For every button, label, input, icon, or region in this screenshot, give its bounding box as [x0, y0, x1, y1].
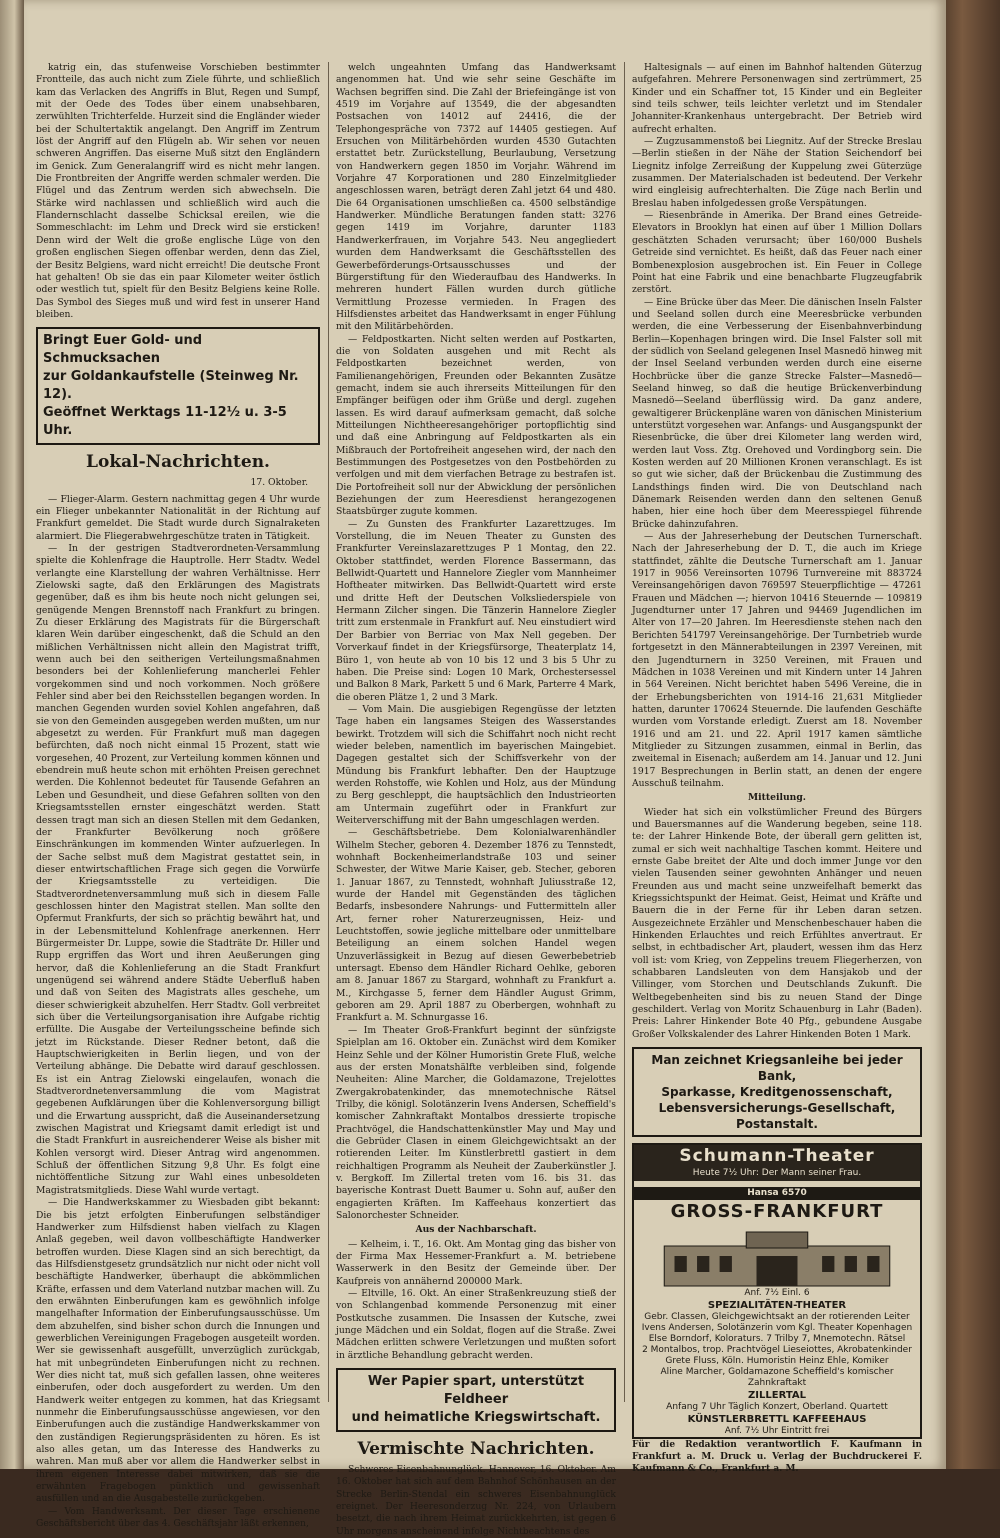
theater-ad: [632, 1143, 922, 1438]
act-line: Gebr. Classen, Gleichgewichtsakt an der rotierenden Leiter: [644, 1311, 910, 1322]
ad-line: Sparkasse, Kreditgenossenschaft, Lebensversicherungs-Gesellschaft, Postanstalt.: [658, 1085, 896, 1132]
article-text: Wieder hat sich ein volkstümlicher Freund des Bürgers und Bauersmannes auf die Wanderung begeben, seine 118. te: der Lahrer Hinkende Bote, der überall gern gelitten ist, zumal er sich weit nachhaltige Taschen kommt. Heitere und ernste Gabe breitet der Alte und doch immer Junge vor den vielen Tausenden seiner gewohnten Anhänger und neuen Freunden aus und macht seine unzweifelhaft bemerkt das Kriegssichtspunkt der Heimat. Geist, Heimat und Kräfte und Bauern die in der Ferne für ihr Leben daran setzen. Ausgezeichnete Erzähler und Menschenbeschauer haben die Hinkenden Erlauchtes und reich Erfühltes anvertraut. Er selbst, in echtbadischer Art, plaudert, wessen ihm das Herz voll ist: vom Krieg, von Zeppelins treuem Fliegerherzen, von schabbaren Landsleuten von dem Hansjakob und der Villinger, vom Storchen und Deutschlands Zukunft. Die Weltbegebenheiten sind bis zu neuen Stand der Dinge geschildert. Verlag von Moritz Schauenburg in Lahr (Baden). Preis: Lahrer Hinkender Bote 40 Pfg., gebundene Ausgabe Großer Volkskalender des Lahrer Hinkenden Boten 1 Mark.: [632, 806, 922, 1040]
article-text: — Im Theater Groß-Frankfurt beginnt der sünfzigste Spielplan am 16. Oktober ein. Zunächst wird dem Komiker Heinz Sehle und der Kölner Humoristin Grete Fluß, welche aus der ersten Monatshälfte verbleiben sind, folgende Neuheiten: Aline Marcher, die Goldamazone, Trejelottes Zwergakrobatenkinder, das mnemotechnische Rätsel Trilby, die königl. Solotänzerin Ivens Andersen, Scheffield's komischer Zahnkraftakt Montalbos dressierte tropische Prachtvögel, die Handschattenkünstler May und May und die Gebrüder Clasen in einem Gleichgewichtsakt an der rotierenden Leiter. Im Künstlerbrettl gastiert in dem reichhaltigen Programm als Neuheit der Zauberkünstler J. v. Bergkoff. Im Zillertal treten vom 16. bis 31. das bayerische Kontrast Duett Baumer u. Sohn auf, außer den engagierten Kräften. Im Kaffeehaus konzertiert das Salonorchester Schneider.: [336, 1024, 616, 1221]
article-text: — Vom Main. Die ausgiebigen Regengüsse der letzten Tage haben ein langsames Steigen des Wasserstandes bewirkt. Trotzdem will sich die Schiffahrt noch nicht recht wieder beleben, namentlich im bayerischen Maingebiet. Dagegen gestaltet sich der Schiffsverkehr von der Mündung bis Frankfurt lebhafter. Den der Hauptzuge werden Rohstoffe, wie Kohlen und Holz, aus der Mündung zu Berg geschleppt, die hauptsächlich den Industrieorten am Untermain zugeführt oder in Frankfurt zur Weiterverschiffung mit der Bahn umgeschlagen werden.: [336, 703, 616, 826]
article-text: katrig ein, das stufenweise Vorschieben bestimmter Frontteile, das auch nicht zum Ziele führte, und schließlich kam das Verlacken des Angriffs in Blut, Regen und Sumpf, mit der Oede des Todes über einem unabsehbaren, zerwühlten Trichterfelde. Hurzeit sind die Engländer wieder bei der Schultertaktik angelangt. Den Angriff im Zentrum löst der Angriff auf den Flügeln ab. Wir sehen vor neuen schweren Angriffen. Das eiserne Muß sitzt den Engländern im Genick. Zum Generalangriff wird es nicht mehr langen. Die Frontbreiten der Angriffe werden schmaler werden. Die Flügel und das Zentrum werden sich abwechseln. Die Stärke wird nachlassen und schließlich wird auch die Flandernschlacht dasselbe Schicksal ereilen, wie die Sommeschlacht: im Lehm und Dreck wird sie ersticken! Denn wird der Welt die große englische Lüge von den großen englischen Siegen offenbar werden, denn das Ziel, der Besitz Belgiens, ward nicht erreicht! Die deutsche Front hat gehalten! Ob sie das ein paar Kilometer weiter östlich oder westlich tut, spielt für den Besitz Belgiens keine Rolle. Das Symbol des Sieges muß und wird fest in unserer Hand bleiben.: [36, 62, 320, 320]
article-text: — Zugzusammenstoß bei Liegnitz. Auf der Strecke Breslau—Berlin stießen in der Nähe der Station Seichendorf bei Liegnitz infolge Zerreißung der Kuppelung zwei Güterzüge zusammen. Der Materialschaden ist bedeutend. Der Verkehr wird eingleisig aufrechterhalten. Die Züge nach Berlin und Breslau haben infolgedessen große Verspätungen.: [632, 136, 922, 209]
section-heading: Lokal-Nachrichten.: [86, 452, 270, 473]
article-text: — Riesenbrände in Amerika. Der Brand eines Getreide-Elevators in Brooklyn hat einen auf über 1 Million Dollars geschätzten Schaden verursacht; über 160/000 Bushels Getreide sind vernichtet. Es heißt, daß das Feuer nach einer Bombenexplosion ausgebrochen ist. Ein Feuer in College Point hat eine Fabrik und eine benachbarte Flugzeugfabrik zerstört.: [632, 210, 922, 296]
kuenstlerbrettl-info: Anf. 7½ Uhr Eintritt frei: [724, 1425, 830, 1436]
schumann-theater-program: Heute 7½ Uhr: Der Mann seiner Frau.: [634, 1167, 920, 1181]
column-rule: [328, 62, 329, 1402]
act-line: Grete Fluss, Köln. Humoristin Heinz Ehle, Komiker: [665, 1355, 889, 1366]
zillertal-title: ZILLERTAL: [748, 1389, 806, 1401]
show-times: Anf. 7½ Einl. 6: [744, 1287, 810, 1298]
article-text: — Eltville, 16. Okt. An einer Straßenkreuzung stieß der von Schlangenbad kommende Personenzug mit einer Postkutsche zusammen. Die Insassen der Kutsche, zwei junge Mädchen und ein Soldat, flogen auf die Straße. Zwei Mädchen erlitten schwere Verletzungen und mußten sofort in ärztliche Behandlung gebracht werden.: [336, 1288, 616, 1361]
article-text: — Eine Brücke über das Meer. Die dänischen Inseln Falster und Seeland sollen durch eine Meeresbrücke verbunden werden, die eine Verbesserung der Eisenbahnverbindung Berlin—Kopenhagen bringen wird. Die Insel Falster soll mit der südlich von Seeland gelegenen Insel Masnedö hinweg mit der Insel Seeland verbunden werden durch eine eiserne Hochbrücke über die ganze Strecke Falster—Masnedö—Seeland hinweg, so daß die heutige Brückenverbindung Masnedö—Seeland überflüssig wird. Da ganz andere, gewaltigerer Brückenpläne waren von dänischen Ministerium unterstützt vorgesehen war. Anfangs- und Ausgangspunkt der Riesenbrücke, die über drei Kilometer lang werden wird, werden laut Voss. Ztg. Orehoved und Vordingborg sein. Die Kosten werden auf 20 Millionen Kronen veranschlagt. Es ist so gut wie sicher, daß der Brückenbau die Zustimmung des Landsthings finden wird. Die von Deutschland nach Dänemark Reisenden werden dann den seltenen Genuß haben, hier eine hoch über dem Meeresspiegel führende Brücke dahinzufahren.: [632, 296, 923, 530]
dateline: 17. Oktober.: [250, 477, 308, 489]
ad-line: Geöffnet Werktags 11-12½ u. 3-5 Uhr.: [43, 405, 287, 439]
gold-collection-ad: [36, 327, 320, 445]
ad-line: Man zeichnet Kriegsanleihe bei jeder Bank,: [651, 1053, 903, 1084]
article-text: — Die Handwerkskammer zu Wiesbaden gibt bekannt: Die bis jetzt erfolgten Einberufungen selbständiger Handwerker zum Hilfsdienst haben vielfach zu Klagen Anlaß gegeben, weil davon vollbeschäftigte Handwerker betroffen wurden. Diese Klagen sind an sich berechtigt, da das Hilfsdienstgesetz grundsätzlich nur nicht oder nicht voll beschäftigte Handwerker, überhaupt die abkömmlichen Kräfte, erfassen und dem Vaterland nutzbar machen will. Zu den erwähnten Einberufungen kam es gewöhnlich infolge mangelhafter Information der Einberufungsausschüsse. Um dem abzuhelfen, sind bisher schon durch die Innungen und gewerblichen Vereinigungen Fragebogen ausgeteilt worden. Wer sie gewissenhaft ausgefüllt, unverzüglich zurückgab, hat mit unbegründeten Einberufungen nicht zu rechnen. Wer dies nicht tat, muß sich gefallen lassen, ohne weiteres einberufen, oder doch ausgefordert zu werden. Um den Handwerk weiter entgegen zu kommen, hat das Kriegsamt nunmehr die Einberufungsausschüsse angewiesen, vor den Einberufungen auch die zuständige Handwerkskammer von den zuständigen Regierungspräsidenten zu hören. Es ist also alles getan, um das Interesse des Handwerks zu wahren. Man muß aber vor allem die Handwerker selbst in ihrem eigenen Interesse dabei mitwirken, daß sie die erwähnten Fragebogen pünktlich und gewissenhaft ausfüllen und an die Ausgabestelle zurückgeben.: [36, 1197, 320, 1505]
paper-saving-ad: [336, 1368, 616, 1432]
subsection-heading: Mitteilung.: [748, 792, 806, 804]
article-text: — Kelheim, i. T., 16. Okt. Am Montag ging das bisher von der Firma Max Hessemer-Frankfurt a. M. betriebene Wasserwerk in den Besitz der Gemeinde über. Der Kaufpreis von annähernd 200000 Mark.: [336, 1238, 616, 1287]
column-1: [36, 62, 320, 1530]
venue-kind: SPEZIALITÄTEN-THEATER: [707, 1299, 847, 1311]
act-line: 2 Montalbos, trop. Prachtvögel Lieseiottes, Akrobatenkinder: [642, 1344, 912, 1355]
article-text: — Vom Handwerksamt. Der dieser Tage erschienene Geschäftsbericht über das 4. Geschäftsjahr läßt erkennen,: [36, 1505, 320, 1530]
ad-line: Bringt Euer Gold- und Schmucksachen: [43, 333, 203, 367]
article-text: — Flieger-Alarm. Gestern nachmittag gegen 4 Uhr wurde ein Flieger unbekannter Nationalität in der Richtung auf Frankfurt gemeldet. Die Stadt wurde durch Signalraketen alarmiert. Die Fliegerabwehrgeschütze traten in Tätigkeit.: [36, 493, 320, 542]
subsection-heading: Aus der Nachbarschaft.: [415, 1224, 537, 1236]
act-line: Else Borndorf, Koloraturs. 7 Trilby 7, Mnemotechn. Rätsel: [648, 1333, 906, 1344]
ad-line: Wer Papier spart, unterstützt Feldheer: [367, 1374, 585, 1408]
article-text: — Zu Gunsten des Frankfurter Lazarettzuges. Im Vorstellung, die im Neuen Theater zu Gunsten des Frankfurter Vereinslazarettzuges P 1 Montag, den 22. Oktober stattfindet, werden Florence Bassermann, das Bellwidt-Quartett und Hannelore Ziegler vom Mannheimer Hoftheater mitwirken. Das Bellwidt-Quartett wird erste und dritte Heft der Deutschen Volksliederspiele von Hermann Zilcher singen. Die Tänzerin Hannelore Ziegler tritt zum erstenmale in Frankfurt auf. Neu einstudiert wird Der Barbier von Berriac von Max Nell gegeben. Der Vorverkauf findet in der Kriegsfürsorge, Theaterplatz 14, Büro 1, von heute ab von 10 bis 12 und 3 bis 5 Uhr zu haben. Die Preise sind: Logen 10 Mark, Orchestersessel und Balkon 8 Mark, Parkett 5 und 6 Mark, Parterre 4 Mark, die oberen Plätze 1, 2 und 3 Mark.: [336, 518, 616, 703]
kuenstlerbrettl-title: KÜNSTLERBRETTL KAFFEEHAUS: [687, 1413, 867, 1425]
theater-building-illustration: [654, 1226, 900, 1286]
schumann-theater-title: Schumann-Theater: [634, 1145, 920, 1167]
article-text: — In der gestrigen Stadtverordneten-Versammlung spielte die Kohlenfrage die Hauptrolle. Herr Stadtv. Wedel verlangte eine Klarstellung der wahren Verhältnisse. Herr Zielowski sagte, daß den Erklärungen des Magistrats gegenüber, daß es ihm bis heute noch nicht gelungen sei, genügende Mengen Brennstoff nach Frankfurt zu bringen. Zu dieser Erklärung des Magistrats für die Bürgerschaft klaren Wein darüber eingeschenkt, daß die Schuld an den mißlichen Verhältnissen nicht allein den Magistrat trifft, wenn auch bei den seitherigen Verteilungsmaßnahmen besonders bei der Kohlenlieferung mancherlei Fehler vorgekommen sind und noch vorkommen. Noch größere Fehler sind aber bei den Reichsstellen begangen worden. In manchen Gegenden wurden soviel Kohlen angefahren, daß sie von den Gemeinden ausgegeben werden mußten, um nur abgesetzt zu werden. Für Frankfurt muß man dagegen befürchten, daß noch nicht einmal 15 Prozent, statt wie vorgesehen, 40 Prozent, zur Verteilung kommen können und ebendrein muß heute schon mit erhöhten Preisen gerechnet werden. Die Kohlennot bedeutet für Tausende Gefahren an Leben und Gesundheit, und diese Gefahren sollten von den Kriegsamtsstellen ernster eingeschätzt werden. Statt dessen tragt man sich an diesen Stellen mit dem Gedanken, der Frankfurter Bevölkerung noch größere Einschränkungen im kommenden Winter aufzuerlegen. In der Sache selbst muß dem Magistrat gestattet sein, in dieser entwirtschaftlichen Frage sich gegen die Vorwürfe der Kriegsamtsstelle zu verteidigen. Die Stadtverordnetenversammlung muß sich in diesem Falle geschlossen hinter den Magistrat stellen. Man sollte den Opfermut Frankfurts, der sich so prächtig bewährt hat, und in der Lebensmittelund Kohlenfrage anerkennen. Herr Bürgermeister Dr. Luppe, sowie die Stadträte Dr. Hiller und Rupp ergriffen das Wort und ihren Aeußerungen ging hervor, daß die Kohlenlieferung an die Stadt Frankfurt ungenügend sei während andere Städte Ueberfluß haben und daß von Seiten des Magistrats alles geschehe, um dieser schwierigkeit abzuhelfen. Herr Stadtv. Goll verbreitet sich über die Verteilungsorganisation ihre Aufgabe richtig erfüllte. Die Ausgabe der Verteilungsscheine befinde sich jetzt im Rückstande. Dieser Redner betont, daß die Hauptschwierigkeiten in Berlin liegen, und von der Verteilung abhänge. Die Debatte wird darauf geschlossen. Es ist ein Antrag Zielowski eingelaufen, wonach die Stadtverordnetenversammlung die vom Magistrat gegebenen Aufklärungen über die Kohlenversorgung billigt und die Erwartung ausspricht, daß die Auseinandersetzung zwischen Magistrat und Kriegsamt damit erledigt ist und die Stadt Frankfurt in ausreichenderer Weise als bisher mit Kohlen versorgt wird. Dieser Antrag wird angenommen. Schluß der öffentlichen Sitzung 9,8 Uhr. Es folgt eine nichtöffentliche Sitzung zur Wahl eines unbesoldeten Magistratsmitglieds. Diese Wahl wurde vertagt.: [36, 542, 320, 1196]
column-2: [336, 62, 616, 1537]
zillertal-info: Anfang 7 Uhr Täglich Konzert, Oberland. Quartett: [666, 1401, 888, 1412]
article-text: Schweres Eisenbahnunglück. Hannover, 16. Oktober. Am 16. Oktober hat sich auf dem Bahnhof Schönhausen an der Strecke Berlin-Stendal ein schweres Eisenbahnunglück ereignet. Der Heeresonderzug Nr. 224, von Urlaubern besetzt, die nach ihrem Heimat zurückkehrten, ist gegen 6 Uhr morgens anscheinend infolge Nichtbeachtens des: [336, 1464, 616, 1537]
article-text: — Aus der Jahreserhebung der Deutschen Turnerschaft. Nach der Jahreserhebung der D. T., die auch im Kriege stattfindet, zählte die Deutsche Turnerschaft am 1. Januar 1917 in 9056 Vereinsorten 10796 Turnvereine mit 883724 Vereinsangehörigen davon 769597 Steuerpflichtige — 47261 Frauen und Mädchen —; hiervon 10416 Steuernde — 109819 Jugendturner unter 17 Jahren und 94469 Jugendlichen im Alter von 17—20 Jahren. Im Heeresdienste stehen nach den Berichten 541797 Vereinsangehörige. Der Turnbetrieb wurde fortgesetzt in den Männerabteilungen in 2397 Vereinen, mit den Jugendturnern in 3250 Vereinen, mit Frauen und Mädchen in 1038 Vereinen und mit Kindern unter 14 Jahren in 564 Vereinen. Nicht berichtet haben 5496 Vereine, die in der Erhebungsberichten von 1914-16 21,631 Mitglieder hatten, darunter 170624 Steuernde. Die laufenden Geschäfte wurden vom Vorstande erledigt. Zuerst am 18. November 1916 und am 21. und 22. April 1917 kamen sämtliche Mitglieder zu Sitzungen zusammen, einmal in Berlin, das zweitemal in Eisenach; außerdem am 14. Januar und 12. Juni 1917 Besprechungen in Berlin statt, an denen der engere Ausschuß teilnahm.: [632, 531, 922, 789]
section-heading: Vermischte Nachrichten.: [357, 1439, 595, 1460]
act-line: Ivens Andersen, Solotänzerin vom Kgl. Theater Kopenhagen: [641, 1322, 913, 1333]
phone-number: Hansa 6570: [634, 1187, 920, 1199]
column-rule: [624, 62, 625, 1402]
article-text: — Feldpostkarten. Nicht selten werden auf Postkarten, die von Soldaten ausgehen und mit Recht als Feldpostkarten bezeichnet werden, von Familienangehörigen, Freunden oder Bekannten Zusätze gemacht, indem sie auch ihrerseits Mitteilungen für den Empfänger beifügen oder ihm Grüße und dergl. zugehen lassen. Es wird darauf aufmerksam gemacht, daß solche Mitteilungen Nichtheeresangehöriger portopflichtig sind und daß eine Anbringung auf Feldpostkarten als ein Mißbrauch der Portofreiheit angesehen wird, der nach den Bestimmungen des Postgesetzes von den Postbehörden zu verfolgen und mit dem vierfachen Betrage zu bestrafen ist. Die Portofreiheit soll nur der Abwicklung der persönlichen Beziehungen der zum Heeresdienst herangezogenen Staatsbürger zugute kommen.: [336, 333, 616, 518]
article-text: welch ungeahnten Umfang das Handwerksamt angenommen hat. Und wie sehr seine Geschäfte im Wachsen begriffen sind. Die Zahl der Briefeingänge ist von 4519 im Vorjahre auf 13549, die der abgesandten Postsachen von 14012 auf 24416, die der Telephongespräche von 7372 auf 14405 gestiegen. Auf Ersuchen von Militärbehörden wurden 4530 Gutachten erstattet betr. Zurückstellung, Beurlaubung, Versetzung von Handwerkern gegen 1850 im Vorjahr. Während im Vorjahre 47 Korporationen und 280 Einzelmitglieder angeschlossen waren, beträgt deren Zahl jetzt 64 und 480. Die 64 Organisationen umschließen ca. 4500 selbständige Handwerker. Mündliche Beratungen fanden statt: 3276 gegen 1419 im Vorjahre, darunter 1183 Handwerkerfrauen, im Vorjahre 543. Neu angegliedert wurden dem Handwerksamt die Geschäftsstellen des Gewerbeförderungs-Ortsausschusses und der Bürgerstiftung für den Wiederaufbau des Handwerks. In mehreren hundert Fällen wurden durch gütliche Vermittlung Prozesse vermieden. In Fragen des Hilfsdienstes arbeitet das Handwerksamt in enger Fühlung mit den Militärbehörden.: [336, 62, 616, 333]
article-text: — Geschäftsbetriebe. Dem Kolonialwarenhändler Wilhelm Stecher, geboren 4. Dezember 1876 zu Tennstedt, wohnhaft Bockenheimerlandstraße 103 und seiner Schwester, der Witwe Marie Kaiser, geb. Stecher, geboren 1. Januar 1867, zu Tennstedt, wohnhaft Juliusstraße 12, wurde der Handel mit Gegenständen des täglichen Bedarfs, insbesondere Nahrungs- und Futtermitteln aller Art, ferner roher Naturerzeugnissen, Heiz- und Leuchtstoffen, sowie jegliche mittelbare oder unmittelbare Beteiligung an einem solchen Handel wegen Unzuverlässigkeit in Bezug auf diesen Gewerbebetrieb untersagt. Ebenso dem Händler Richard Oehlke, geboren am 8. Januar 1867 zu Stargard, wohnhaft zu Frankfurt a. M., Kirchgasse 5, ferner dem Händler August Grimm, geboren am 29. April 1887 zu Oberbergen, wohnhaft zu Frankfurt a. M. Schnurgasse 16.: [336, 827, 616, 1024]
binding-edge: [946, 0, 1000, 1469]
column-3: [632, 62, 923, 1474]
war-loan-ad: [632, 1047, 922, 1137]
ad-line: und heimatliche Kriegswirtschaft.: [351, 1410, 601, 1426]
gross-frankfurt-title: GROSS-FRANKFURT: [670, 1200, 884, 1222]
ad-line: zur Goldankaufstelle (Steinweg Nr. 12).: [43, 369, 299, 403]
previous-page-edge: [0, 0, 24, 1469]
article-text: Haltesignals — auf einen im Bahnhof haltenden Güterzug aufgefahren. Mehrere Personenwagen sind zertrümmert, 25 Kinder und ein Schaffner tot, 15 Kinder und ein Begleiter sind teils schwer, teils leichter verletzt und im Stendaler Johanniter-Krankenhaus untergebracht. Der Betrieb wird aufrecht erhalten.: [632, 62, 922, 135]
building-icon: [654, 1226, 900, 1286]
imprint: Für die Redaktion verantwortlich F. Kaufmann in Frankfurt a. M. Druck u. Verlag der Buchdruckerei F. Kaufmann & Co., Frankfurt a. M.: [632, 1439, 922, 1474]
act-line: Aline Marcher, Goldamazone Scheffield's komischer Zahnkraftakt: [660, 1366, 894, 1388]
